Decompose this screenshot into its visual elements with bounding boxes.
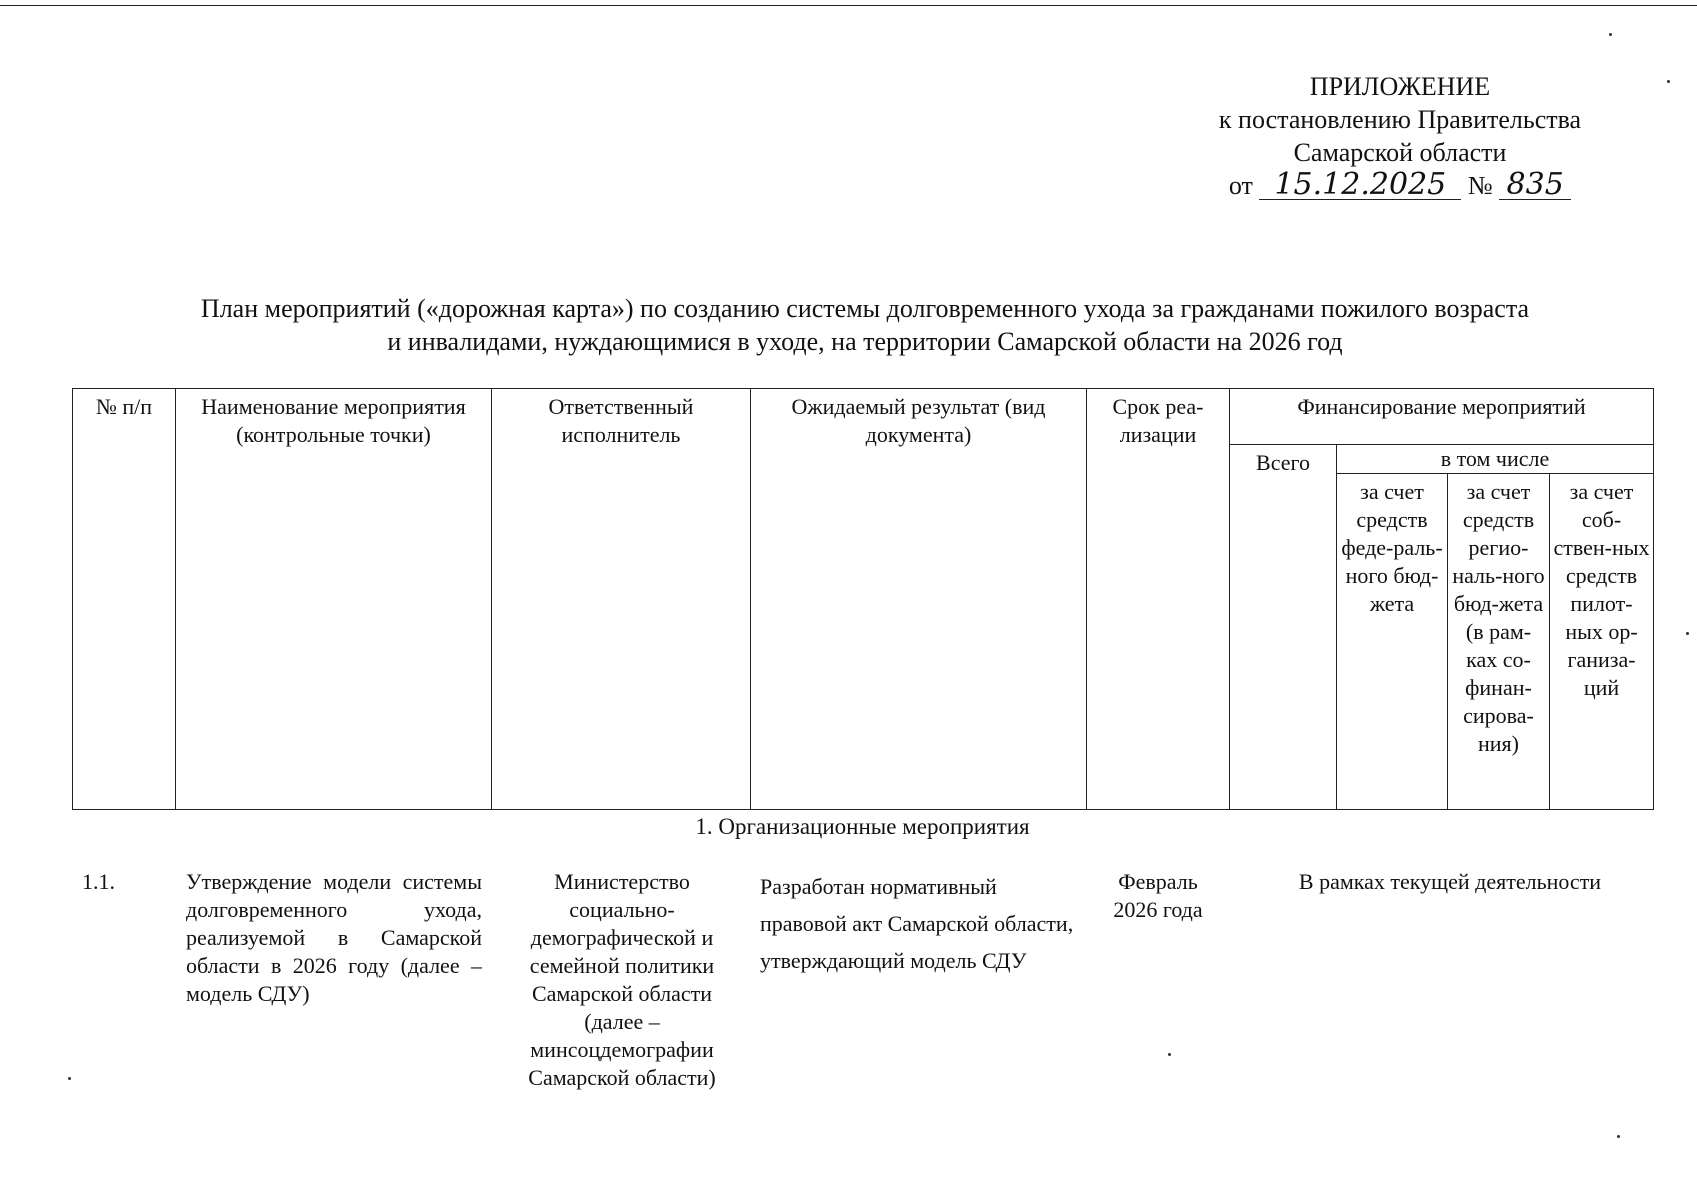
appendix-line-2: Самарской области <box>1293 138 1507 167</box>
header-financing: Финансирование мероприятий <box>1230 389 1654 445</box>
handwritten-number: 835 <box>1499 171 1571 200</box>
title-line-2: и инвалидами, нуждающимися в уходе, на территории Самарской области на 2026 год <box>387 327 1343 356</box>
row-financing: В рамках текущей деятельности <box>1298 869 1602 894</box>
section-heading: 1. Организационные мероприятия <box>695 814 1030 839</box>
appendix-heading: ПРИЛОЖЕНИЕ <box>1309 72 1491 101</box>
row-term: Февраль 2026 года <box>1113 869 1203 922</box>
appendix-block <box>1180 70 1620 202</box>
scan-speck <box>1667 80 1670 83</box>
row-name: Утверждение модели системы долговременного ухода, реализуемой в Самарской области в 2026 году (далее – модель СДУ) <box>186 869 482 1006</box>
scan-speck <box>1609 33 1612 36</box>
title-line-1: План мероприятий («дорожная карта») по созданию системы долговременного ухода за гражданами пожилого возраста <box>200 294 1530 323</box>
row-result: Разработан нормативный правовой акт Самарской области, утверждающий модель СДУ <box>760 874 1074 973</box>
document-title <box>70 292 1660 358</box>
header-name: Наименование мероприятия (контрольные точки) <box>176 389 492 810</box>
appendix-date-line <box>1180 169 1620 202</box>
scan-speck <box>1168 1053 1171 1056</box>
header-num: № п/п <box>73 389 176 810</box>
top-border-line <box>0 5 1697 6</box>
header-term: Срок реа-лизации <box>1087 389 1230 810</box>
appendix-line-1: к постановлению Правительства <box>1218 105 1582 134</box>
header-responsible: Ответственный исполнитель <box>492 389 751 810</box>
scan-speck <box>68 1077 71 1080</box>
row-num: 1.1. <box>82 869 115 894</box>
scan-speck <box>1686 632 1689 635</box>
header-regional: за счет средств регио-наль-ного бюд-жета (в рам-ках со-финан-сирова-ния) <box>1448 474 1550 810</box>
row-responsible: Министерство социально-демографической и семейной политики Самарской области (далее – минсоцдемографии Самарской области) <box>528 869 716 1090</box>
header-federal: за счет средств феде-раль-ного бюд-жета <box>1337 474 1448 810</box>
header-including: в том числе <box>1337 445 1654 474</box>
number-prefix: № <box>1467 171 1493 200</box>
header-result: Ожидаемый результат (вид документа) <box>751 389 1087 810</box>
date-prefix: от <box>1228 171 1253 200</box>
scan-speck <box>1617 1135 1620 1138</box>
header-total: Всего <box>1230 445 1337 810</box>
header-table <box>72 388 1654 810</box>
handwritten-date: 15.12.2025 <box>1259 171 1461 200</box>
header-own: за счет соб-ствен-ных средств пилот-ных ор-ганиза-ций <box>1550 474 1654 810</box>
